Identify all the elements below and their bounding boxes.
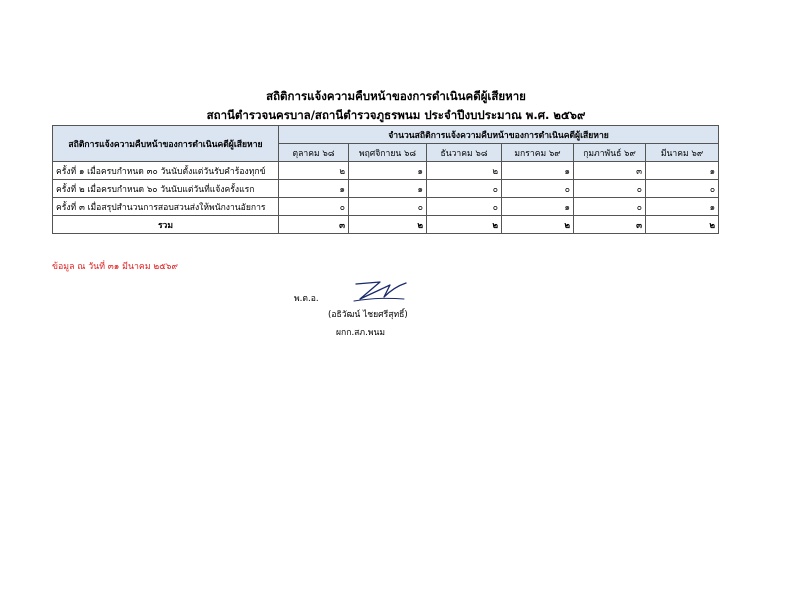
- row-label: ครั้งที่ ๑ เมื่อครบกำหนด ๓๐ วันนับตั้งแต่วันรับคำร้องทุกข์: [53, 162, 279, 180]
- table-cell: ๑: [279, 180, 349, 198]
- total-cell: ๓: [574, 216, 646, 234]
- table-cell: ๒: [427, 162, 502, 180]
- month-header: มีนาคม ๖๙: [646, 144, 719, 162]
- statistics-table: [52, 125, 719, 234]
- table-cell: ๒: [279, 162, 349, 180]
- signature-rank: พ.ต.อ.: [294, 294, 319, 304]
- row-label: ครั้งที่ ๒ เมื่อครบกำหนด ๖๐ วันนับแต่วันที่แจ้งครั้งแรก: [53, 180, 279, 198]
- table-cell: ๐: [574, 198, 646, 216]
- total-cell: ๒: [427, 216, 502, 234]
- row-label: ครั้งที่ ๓ เมื่อสรุปสำนวนการสอบสวนส่งให้พนักงานอัยการ: [53, 198, 279, 216]
- table-cell: ๑: [502, 162, 574, 180]
- signature-position: ผกก.สภ.พนม: [336, 328, 386, 338]
- table-row: [53, 162, 719, 180]
- data-date-note: ข้อมูล ณ วันที่ ๓๑ มีนาคม ๒๕๖๙: [52, 262, 178, 272]
- total-cell: ๓: [279, 216, 349, 234]
- group-header: จำนวนสถิติการแจ้งความคืบหน้าของการดำเนินคดีผู้เสียหาย: [279, 126, 719, 144]
- table-row: [53, 198, 719, 216]
- document-subtitle: สถานีตำรวจนครบาล/สถานีตำรวจภูธรพนม ประจำปีงบประมาณ พ.ศ. ๒๕๖๙: [206, 108, 586, 122]
- table-cell: ๐: [427, 198, 502, 216]
- table-cell: ๐: [279, 198, 349, 216]
- total-cell: ๒: [646, 216, 719, 234]
- total-cell: ๒: [502, 216, 574, 234]
- table-cell: ๑: [349, 180, 427, 198]
- month-header: กุมภาพันธ์ ๖๙: [574, 144, 646, 162]
- month-header: พฤศจิกายน ๖๘: [349, 144, 427, 162]
- table-row: [53, 180, 719, 198]
- total-cell: ๒: [349, 216, 427, 234]
- table-cell: ๑: [646, 162, 719, 180]
- total-label: รวม: [53, 216, 279, 234]
- table-cell: ๐: [349, 198, 427, 216]
- month-header: ธันวาคม ๖๘: [427, 144, 502, 162]
- table-cell: ๑: [646, 198, 719, 216]
- table-cell: ๑: [502, 198, 574, 216]
- total-row: [53, 216, 719, 234]
- table-cell: ๓: [574, 162, 646, 180]
- handwritten-signature: [350, 277, 410, 305]
- corner-header: สถิติการแจ้งความคืบหน้าของการดำเนินคดีผู้เสียหาย: [53, 126, 279, 162]
- table-cell: ๑: [349, 162, 427, 180]
- signature-name: (อธิวัฒน์ ไชยศรีสุทธิ์): [328, 310, 408, 320]
- month-header: ตุลาคม ๖๘: [279, 144, 349, 162]
- month-header: มกราคม ๖๙: [502, 144, 574, 162]
- table-cell: ๐: [574, 180, 646, 198]
- document-title: สถิติการแจ้งความคืบหน้าของการดำเนินคดีผู้เสียหาย: [266, 89, 526, 103]
- table-cell: ๐: [502, 180, 574, 198]
- table-cell: ๐: [427, 180, 502, 198]
- table-cell: ๐: [646, 180, 719, 198]
